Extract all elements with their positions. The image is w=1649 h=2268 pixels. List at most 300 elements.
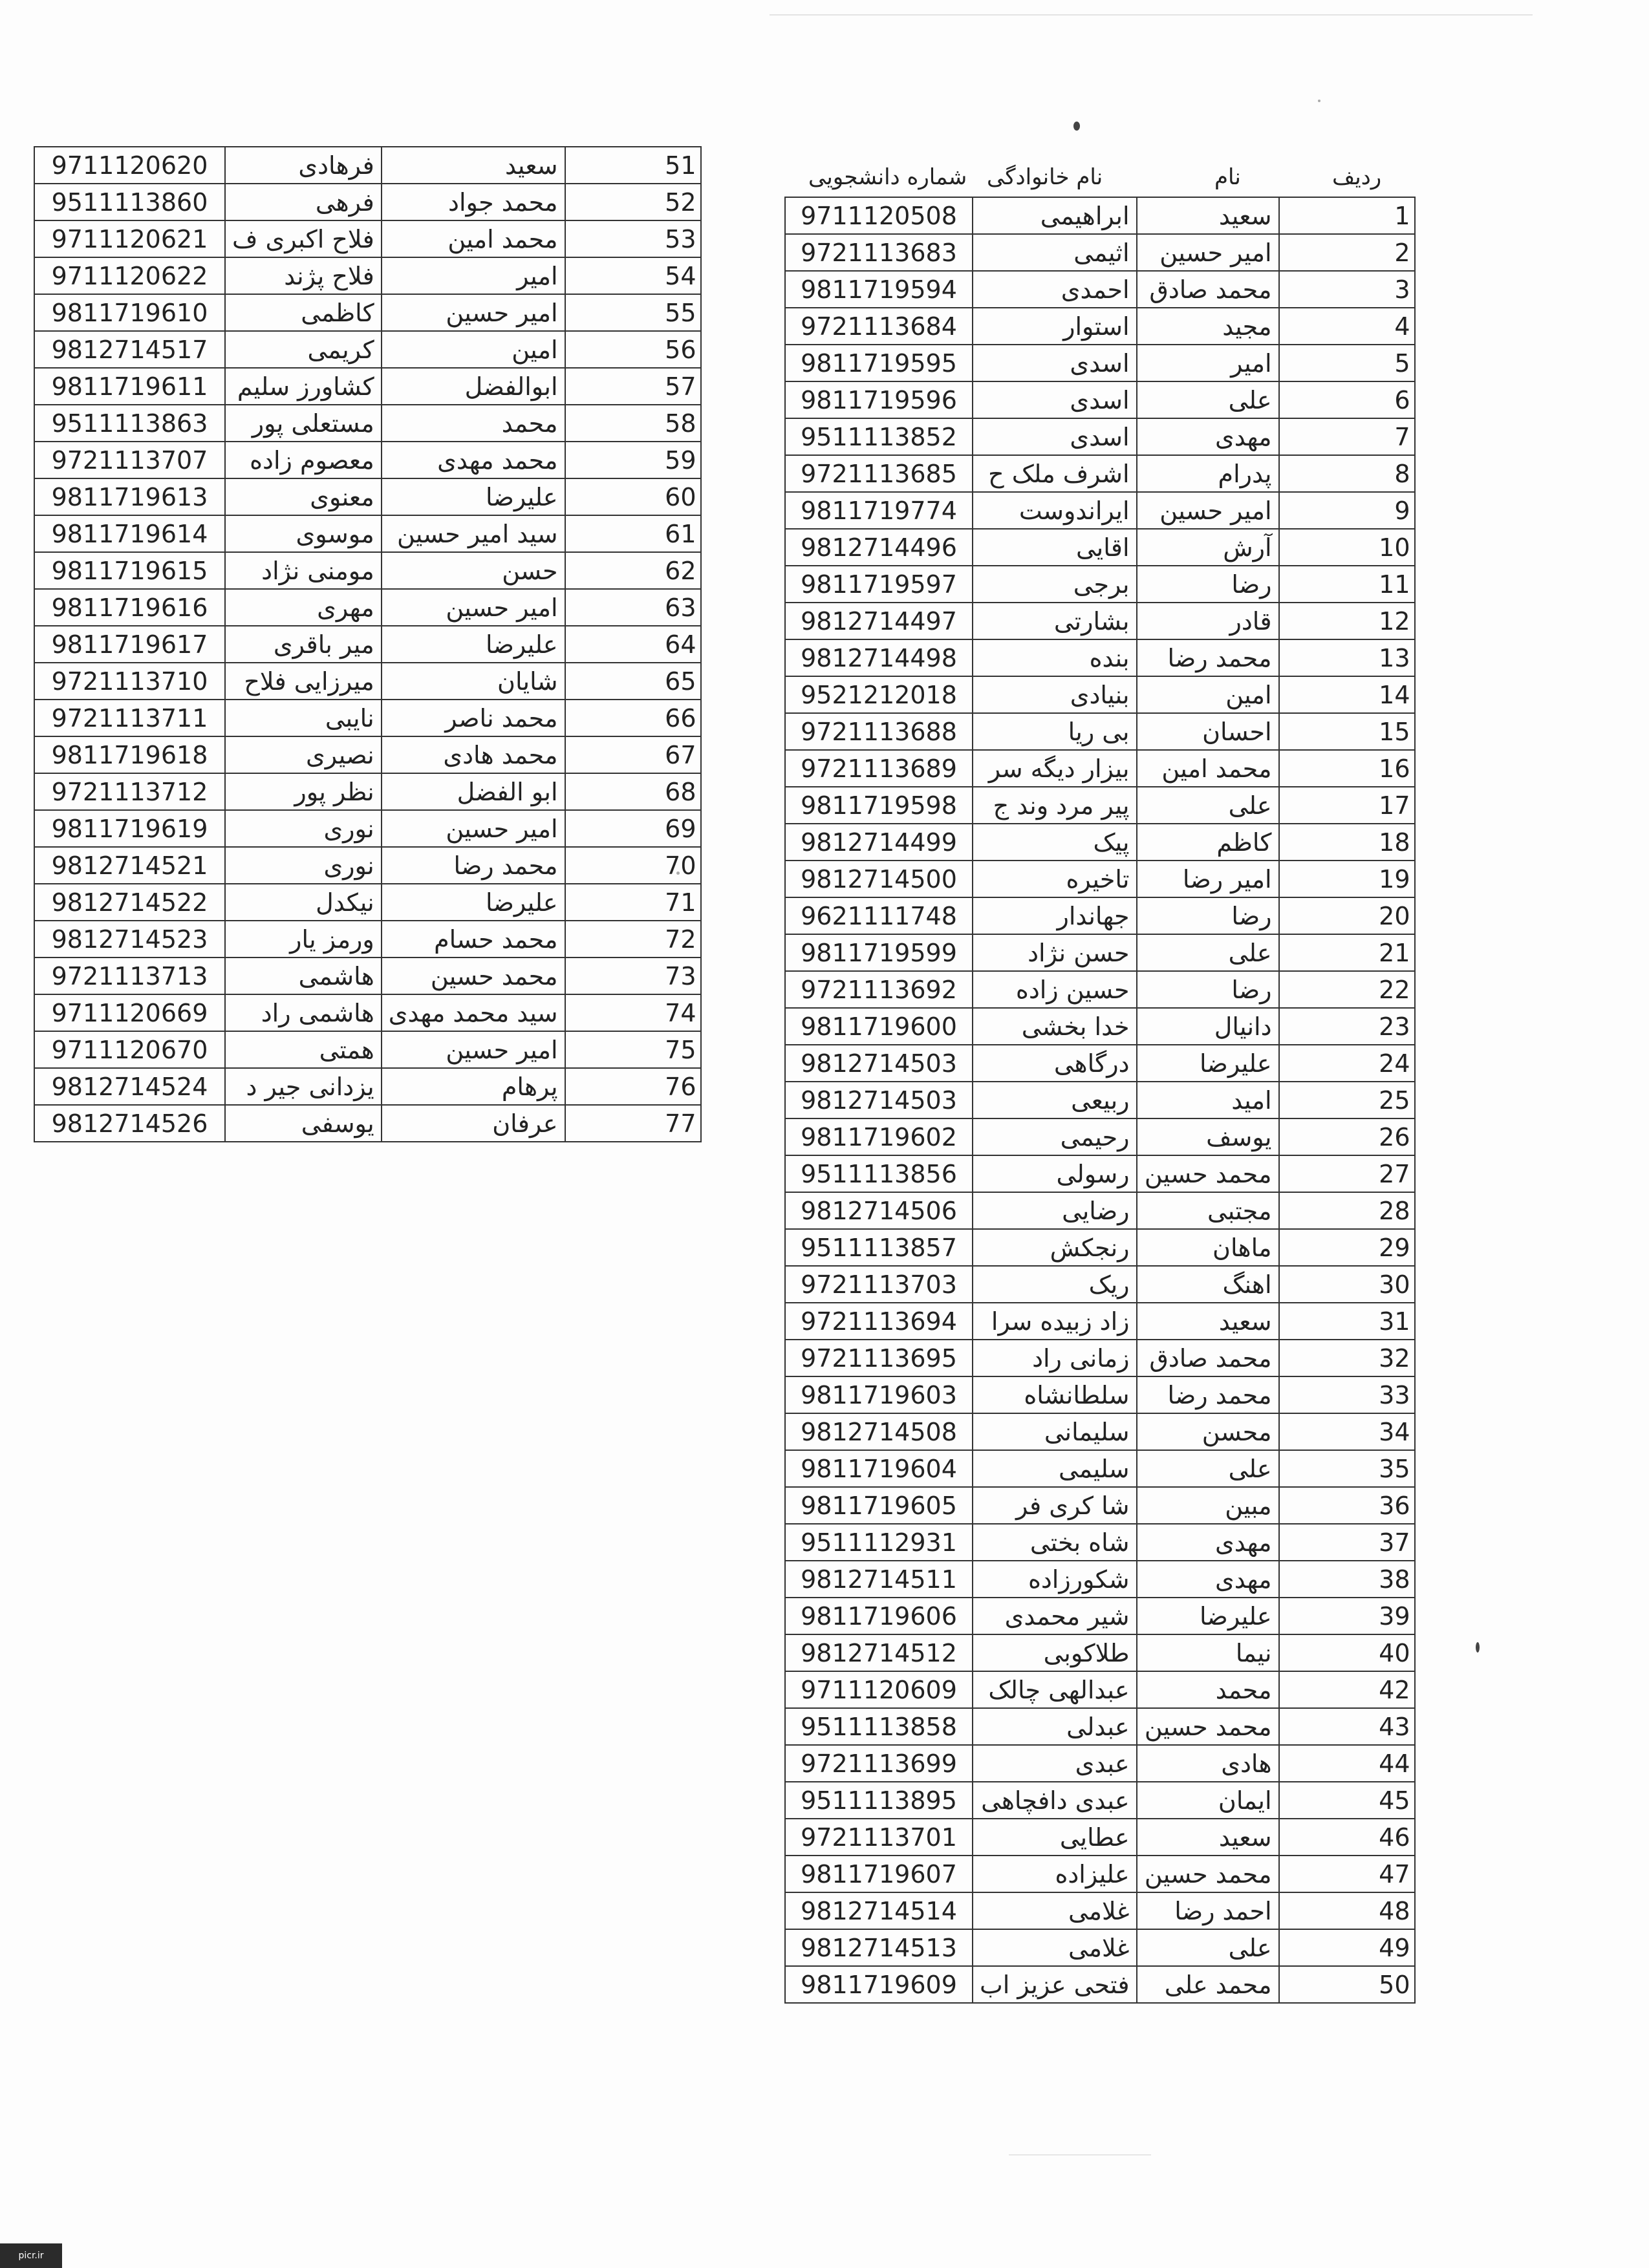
- student-id-cell: 9812714503: [785, 1082, 973, 1118]
- first-name-cell: محمد جواد: [382, 184, 565, 220]
- row-number-cell: 20: [1279, 897, 1415, 934]
- table-row: [785, 971, 1415, 1008]
- student-id-cell: 9811719611: [34, 368, 225, 405]
- table-row: [785, 492, 1415, 529]
- table-row: [34, 257, 701, 294]
- table-row: [34, 331, 701, 368]
- student-id-cell: 9721113689: [785, 750, 973, 787]
- row-number-cell: 30: [1279, 1266, 1415, 1303]
- row-number-cell: 65: [565, 663, 701, 700]
- student-id-cell: 9812714511: [785, 1561, 973, 1598]
- table-row: [785, 1856, 1415, 1892]
- family-name-cell: شیر محمدی: [973, 1598, 1137, 1634]
- student-id-cell: 9812714512: [785, 1634, 973, 1671]
- row-number-cell: 37: [1279, 1524, 1415, 1561]
- first-name-cell: علیرضا: [1137, 1598, 1279, 1634]
- row-number-cell: 50: [1279, 1966, 1415, 2003]
- row-number-cell: 62: [565, 552, 701, 589]
- student-id-cell: 9511113857: [785, 1229, 973, 1266]
- row-number-cell: 31: [1279, 1303, 1415, 1340]
- family-name-cell: رضایی: [973, 1192, 1137, 1229]
- table-row: [785, 197, 1415, 234]
- table-row: [785, 1008, 1415, 1045]
- first-name-cell: محمد: [1137, 1671, 1279, 1708]
- student-id-cell: 9511113856: [785, 1155, 973, 1192]
- student-id-cell: 9511113852: [785, 418, 973, 455]
- family-name-cell: نیکدل: [225, 884, 382, 921]
- table-row: [785, 603, 1415, 639]
- student-id-cell: 9721113692: [785, 971, 973, 1008]
- table-row: [34, 773, 701, 810]
- table-row: [785, 234, 1415, 271]
- table-row: [785, 1671, 1415, 1708]
- family-name-cell: کریمی: [225, 331, 382, 368]
- student-id-cell: 9811719599: [785, 934, 973, 971]
- row-number-cell: 7: [1279, 418, 1415, 455]
- student-id-cell: 9511113895: [785, 1782, 973, 1819]
- row-number-cell: 4: [1279, 308, 1415, 345]
- first-name-cell: محمد حسین: [1137, 1708, 1279, 1745]
- table-row: [785, 1413, 1415, 1450]
- table-row: [785, 639, 1415, 676]
- row-number-cell: 1: [1279, 197, 1415, 234]
- first-name-cell: محمد حسام: [382, 921, 565, 957]
- first-name-cell: امیر حسین: [382, 589, 565, 626]
- student-id-cell: 9811719615: [34, 552, 225, 589]
- row-number-cell: 32: [1279, 1340, 1415, 1376]
- student-id-cell: 9812714513: [785, 1929, 973, 1966]
- table-row: [34, 147, 701, 184]
- watermark-logo: picr.ir: [0, 2243, 62, 2268]
- family-name-cell: زاد زبیده سرا: [973, 1303, 1137, 1340]
- table-row: [785, 1524, 1415, 1561]
- family-name-cell: بشارتی: [973, 603, 1137, 639]
- row-number-cell: 76: [565, 1068, 701, 1105]
- family-name-cell: عبدلی: [973, 1708, 1137, 1745]
- family-name-cell: فرهی: [225, 184, 382, 220]
- family-name-cell: یوسفی: [225, 1105, 382, 1142]
- first-name-cell: محمد حسین: [1137, 1856, 1279, 1892]
- family-name-cell: شا کری فر: [973, 1487, 1137, 1524]
- family-name-cell: اسدی: [973, 345, 1137, 381]
- first-name-cell: کاظم: [1137, 824, 1279, 861]
- student-id-cell: 9811719614: [34, 515, 225, 552]
- first-name-cell: ایمان: [1137, 1782, 1279, 1819]
- table-row: [785, 1340, 1415, 1376]
- first-name-cell: امیر: [382, 257, 565, 294]
- first-name-cell: ابوالفضل: [382, 368, 565, 405]
- family-name-cell: شاه بختی: [973, 1524, 1137, 1561]
- table-row: [785, 1266, 1415, 1303]
- row-number-cell: 18: [1279, 824, 1415, 861]
- table-row: [34, 515, 701, 552]
- table-row: [785, 1118, 1415, 1155]
- row-number-cell: 49: [1279, 1929, 1415, 1966]
- row-number-cell: 24: [1279, 1045, 1415, 1082]
- student-id-cell: 9811719594: [785, 271, 973, 308]
- student-id-cell: 9721113685: [785, 455, 973, 492]
- family-name-cell: رسولی: [973, 1155, 1137, 1192]
- family-name-cell: نایبی: [225, 700, 382, 736]
- first-name-cell: محمد ناصر: [382, 700, 565, 736]
- first-name-cell: سعید: [1137, 1303, 1279, 1340]
- family-name-cell: برجی: [973, 566, 1137, 603]
- family-name-cell: غلامی: [973, 1892, 1137, 1929]
- student-table-right: [784, 197, 1416, 2004]
- student-id-cell: 9811719610: [34, 294, 225, 331]
- table-row: [785, 787, 1415, 824]
- header-id-label: شماره دانشجویی: [808, 164, 967, 190]
- family-name-cell: فلاح پژند: [225, 257, 382, 294]
- family-name-cell: عبدالهی چالک: [973, 1671, 1137, 1708]
- scan-speck: [1476, 1642, 1480, 1653]
- student-id-cell: 9711120620: [34, 147, 225, 184]
- table-row: [785, 934, 1415, 971]
- family-name-cell: فرهادی: [225, 147, 382, 184]
- student-id-cell: 9812714521: [34, 847, 225, 884]
- student-id-cell: 9812714499: [785, 824, 973, 861]
- table-row: [34, 1068, 701, 1105]
- row-number-cell: 64: [565, 626, 701, 663]
- student-id-cell: 9812714524: [34, 1068, 225, 1105]
- first-name-cell: محمد حسین: [1137, 1155, 1279, 1192]
- family-name-cell: هاشمی راد: [225, 994, 382, 1031]
- table-row: [785, 345, 1415, 381]
- first-name-cell: یوسف: [1137, 1118, 1279, 1155]
- first-name-cell: مهدی: [1137, 418, 1279, 455]
- family-name-cell: بیزار دیگه سر: [973, 750, 1137, 787]
- student-id-cell: 9811719606: [785, 1598, 973, 1634]
- table-row: [785, 271, 1415, 308]
- first-name-cell: نیما: [1137, 1634, 1279, 1671]
- table-row: [34, 478, 701, 515]
- student-id-cell: 9721113707: [34, 442, 225, 478]
- student-id-cell: 9812714498: [785, 639, 973, 676]
- student-id-cell: 9811719613: [34, 478, 225, 515]
- row-number-cell: 28: [1279, 1192, 1415, 1229]
- first-name-cell: علی: [1137, 1929, 1279, 1966]
- row-number-cell: 51: [565, 147, 701, 184]
- student-id-cell: 9521212018: [785, 676, 973, 713]
- table-row: [34, 220, 701, 257]
- family-name-cell: علیزاده: [973, 1856, 1137, 1892]
- student-id-cell: 9711120669: [34, 994, 225, 1031]
- row-number-cell: 8: [1279, 455, 1415, 492]
- table-row: [785, 1966, 1415, 2003]
- family-name-cell: خدا بخشی: [973, 1008, 1137, 1045]
- student-id-cell: 9811719602: [785, 1118, 973, 1155]
- table-row: [785, 1598, 1415, 1634]
- first-name-cell: مبین: [1137, 1487, 1279, 1524]
- scan-speck: [1318, 100, 1320, 102]
- table-row: [34, 405, 701, 442]
- row-number-cell: 40: [1279, 1634, 1415, 1671]
- table-row: [34, 294, 701, 331]
- table-row: [34, 626, 701, 663]
- table-row: [34, 663, 701, 700]
- family-name-cell: سلیمی: [973, 1450, 1137, 1487]
- row-number-cell: 57: [565, 368, 701, 405]
- row-number-cell: 72: [565, 921, 701, 957]
- family-name-cell: عبدی: [973, 1745, 1137, 1782]
- family-name-cell: معصوم زاده: [225, 442, 382, 478]
- family-name-cell: مهری: [225, 589, 382, 626]
- first-name-cell: امیر حسین: [382, 294, 565, 331]
- first-name-cell: سعید: [1137, 197, 1279, 234]
- table-row: [785, 1487, 1415, 1524]
- first-name-cell: علی: [1137, 381, 1279, 418]
- family-name-cell: یزدانی جیر د: [225, 1068, 382, 1105]
- table-row: [785, 1082, 1415, 1118]
- table-row: [34, 184, 701, 220]
- header-row-label: ردیف: [1332, 164, 1382, 190]
- family-name-cell: رنجکش: [973, 1229, 1137, 1266]
- row-number-cell: 63: [565, 589, 701, 626]
- family-name-cell: پیر مرد وند ج: [973, 787, 1137, 824]
- student-id-cell: 9811719605: [785, 1487, 973, 1524]
- student-id-cell: 9812714497: [785, 603, 973, 639]
- row-number-cell: 61: [565, 515, 701, 552]
- student-id-cell: 9721113703: [785, 1266, 973, 1303]
- table-row: [785, 1192, 1415, 1229]
- first-name-cell: محمد امین: [382, 220, 565, 257]
- row-number-cell: 71: [565, 884, 701, 921]
- student-id-cell: 9811719600: [785, 1008, 973, 1045]
- first-name-cell: پرهام: [382, 1068, 565, 1105]
- row-number-cell: 44: [1279, 1745, 1415, 1782]
- row-number-cell: 47: [1279, 1856, 1415, 1892]
- table-row: [34, 552, 701, 589]
- table-row: [785, 1892, 1415, 1929]
- student-table-left: [34, 146, 702, 1142]
- row-number-cell: 46: [1279, 1819, 1415, 1856]
- row-number-cell: 68: [565, 773, 701, 810]
- header-name-label: نام: [1214, 164, 1241, 190]
- row-number-cell: 58: [565, 405, 701, 442]
- row-number-cell: 54: [565, 257, 701, 294]
- first-name-cell: امید: [1137, 1082, 1279, 1118]
- family-name-cell: معنوی: [225, 478, 382, 515]
- first-name-cell: امین: [382, 331, 565, 368]
- table-row: [785, 1634, 1415, 1671]
- family-name-cell: همتی: [225, 1031, 382, 1068]
- family-name-cell: ابراهیمی: [973, 197, 1137, 234]
- first-name-cell: احسان: [1137, 713, 1279, 750]
- student-id-cell: 9721113688: [785, 713, 973, 750]
- table-row: [34, 884, 701, 921]
- student-id-cell: 9812714503: [785, 1045, 973, 1082]
- row-number-cell: 14: [1279, 676, 1415, 713]
- row-number-cell: 21: [1279, 934, 1415, 971]
- row-number-cell: 10: [1279, 529, 1415, 566]
- family-name-cell: ایراندوست: [973, 492, 1137, 529]
- table-row: [34, 700, 701, 736]
- row-number-cell: 53: [565, 220, 701, 257]
- first-name-cell: محمد علی: [1137, 1966, 1279, 2003]
- table-row: [785, 1450, 1415, 1487]
- table-row: [34, 1031, 701, 1068]
- first-name-cell: محمد امین: [1137, 750, 1279, 787]
- family-name-cell: شکورزاده: [973, 1561, 1137, 1598]
- row-number-cell: 2: [1279, 234, 1415, 271]
- row-number-cell: 36: [1279, 1487, 1415, 1524]
- family-name-cell: میرزایی فلاح: [225, 663, 382, 700]
- first-name-cell: عرفان: [382, 1105, 565, 1142]
- row-number-cell: 59: [565, 442, 701, 478]
- table-row: [785, 566, 1415, 603]
- row-number-cell: 17: [1279, 787, 1415, 824]
- student-id-cell: 9812714523: [34, 921, 225, 957]
- row-number-cell: 6: [1279, 381, 1415, 418]
- row-number-cell: 69: [565, 810, 701, 847]
- first-name-cell: امیر حسین: [382, 1031, 565, 1068]
- family-name-cell: اشرف ملک ح: [973, 455, 1137, 492]
- row-number-cell: 15: [1279, 713, 1415, 750]
- student-id-cell: 9811719603: [785, 1376, 973, 1413]
- first-name-cell: حسن: [382, 552, 565, 589]
- student-id-cell: 9721113713: [34, 957, 225, 994]
- family-name-cell: موسوی: [225, 515, 382, 552]
- table-row: [34, 847, 701, 884]
- student-id-cell: 9811719604: [785, 1450, 973, 1487]
- first-name-cell: مهدی: [1137, 1524, 1279, 1561]
- table-row: [785, 529, 1415, 566]
- family-name-cell: اثیمی: [973, 234, 1137, 271]
- student-id-cell: 9721113684: [785, 308, 973, 345]
- row-number-cell: 52: [565, 184, 701, 220]
- first-name-cell: علیرضا: [1137, 1045, 1279, 1082]
- family-name-cell: جهاندار: [973, 897, 1137, 934]
- student-id-cell: 9811719774: [785, 492, 973, 529]
- first-name-cell: سید محمد مهدی: [382, 994, 565, 1031]
- student-id-cell: 9811719607: [785, 1856, 973, 1892]
- student-id-cell: 9811719596: [785, 381, 973, 418]
- row-number-cell: 73: [565, 957, 701, 994]
- student-id-cell: 9811719619: [34, 810, 225, 847]
- first-name-cell: امیر: [1137, 345, 1279, 381]
- first-name-cell: رضا: [1137, 971, 1279, 1008]
- first-name-cell: رضا: [1137, 897, 1279, 934]
- first-name-cell: امیر حسین: [382, 810, 565, 847]
- table-row: [785, 1229, 1415, 1266]
- family-name-cell: بنده: [973, 639, 1137, 676]
- family-name-cell: نوری: [225, 847, 382, 884]
- row-number-cell: 77: [565, 1105, 701, 1142]
- first-name-cell: مجید: [1137, 308, 1279, 345]
- row-number-cell: 60: [565, 478, 701, 515]
- scan-top-edge: [770, 14, 1533, 16]
- family-name-cell: اسدی: [973, 418, 1137, 455]
- student-id-cell: 9812714500: [785, 861, 973, 897]
- scan-speck: [1073, 122, 1080, 131]
- first-name-cell: سید امیر حسین: [382, 515, 565, 552]
- first-name-cell: قادر: [1137, 603, 1279, 639]
- row-number-cell: 43: [1279, 1708, 1415, 1745]
- table-row: [785, 1303, 1415, 1340]
- row-number-cell: 67: [565, 736, 701, 773]
- table-row: [785, 381, 1415, 418]
- student-id-cell: 9811719616: [34, 589, 225, 626]
- table-row: [785, 1929, 1415, 1966]
- student-id-cell: 9511113860: [34, 184, 225, 220]
- family-name-cell: کشاورز سلیم: [225, 368, 382, 405]
- family-name-cell: طلاکوبی: [973, 1634, 1137, 1671]
- student-table-left-body: [34, 147, 701, 1142]
- first-name-cell: احمد رضا: [1137, 1892, 1279, 1929]
- first-name-cell: امیر حسین: [1137, 492, 1279, 529]
- student-id-cell: 9811719595: [785, 345, 973, 381]
- student-id-cell: 9812714517: [34, 331, 225, 368]
- row-number-cell: 34: [1279, 1413, 1415, 1450]
- row-number-cell: 26: [1279, 1118, 1415, 1155]
- table-row: [785, 1708, 1415, 1745]
- table-row: [785, 861, 1415, 897]
- table-row: [34, 368, 701, 405]
- family-name-cell: احمدی: [973, 271, 1137, 308]
- first-name-cell: رضا: [1137, 566, 1279, 603]
- row-number-cell: 3: [1279, 271, 1415, 308]
- family-name-cell: نوری: [225, 810, 382, 847]
- family-name-cell: درگاهی: [973, 1045, 1137, 1082]
- first-name-cell: علیرضا: [382, 884, 565, 921]
- student-id-cell: 9711120670: [34, 1031, 225, 1068]
- first-name-cell: آرش: [1137, 529, 1279, 566]
- row-number-cell: 42: [1279, 1671, 1415, 1708]
- table-row: [785, 1376, 1415, 1413]
- student-id-cell: 9511113858: [785, 1708, 973, 1745]
- family-name-cell: عبدی دافچاهی: [973, 1782, 1137, 1819]
- row-number-cell: 66: [565, 700, 701, 736]
- family-name-cell: فلاح اکبری ف: [225, 220, 382, 257]
- table-row: [785, 418, 1415, 455]
- row-number-cell: 13: [1279, 639, 1415, 676]
- table-row: [34, 589, 701, 626]
- family-name-cell: میر باقری: [225, 626, 382, 663]
- student-id-cell: 9811719617: [34, 626, 225, 663]
- row-number-cell: 45: [1279, 1782, 1415, 1819]
- student-id-cell: 9721113701: [785, 1819, 973, 1856]
- table-row: [785, 1819, 1415, 1856]
- first-name-cell: سعید: [1137, 1819, 1279, 1856]
- row-number-cell: 35: [1279, 1450, 1415, 1487]
- table-row: [785, 308, 1415, 345]
- student-id-cell: 9721113683: [785, 234, 973, 271]
- student-id-cell: 9511113863: [34, 405, 225, 442]
- table-row: [34, 957, 701, 994]
- first-name-cell: مهدی: [1137, 1561, 1279, 1598]
- first-name-cell: امیر رضا: [1137, 861, 1279, 897]
- first-name-cell: محمد هادی: [382, 736, 565, 773]
- first-name-cell: محمد مهدی: [382, 442, 565, 478]
- table-row: [785, 824, 1415, 861]
- student-table-right-body: [785, 197, 1415, 2003]
- student-id-cell: 9621111748: [785, 897, 973, 934]
- first-name-cell: محمد رضا: [382, 847, 565, 884]
- table-row: [785, 1745, 1415, 1782]
- row-number-cell: 39: [1279, 1598, 1415, 1634]
- table-row: [34, 442, 701, 478]
- first-name-cell: علیرضا: [382, 626, 565, 663]
- first-name-cell: محمد صادق: [1137, 271, 1279, 308]
- first-name-cell: محمد رضا: [1137, 639, 1279, 676]
- student-id-cell: 9812714526: [34, 1105, 225, 1142]
- scan-bottom-mark: [1009, 2154, 1151, 2156]
- family-name-cell: نصیری: [225, 736, 382, 773]
- row-number-cell: 16: [1279, 750, 1415, 787]
- table-row: [34, 994, 701, 1031]
- table-row: [785, 1782, 1415, 1819]
- student-id-cell: 9711120621: [34, 220, 225, 257]
